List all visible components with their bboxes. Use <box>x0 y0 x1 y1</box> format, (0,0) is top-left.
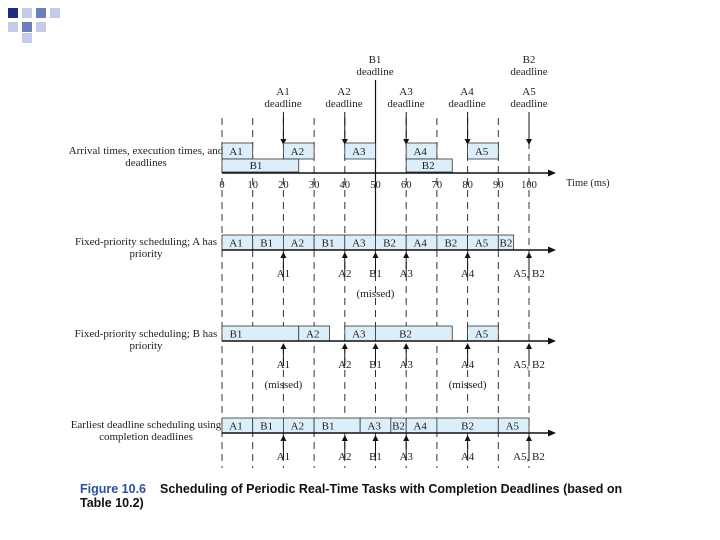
figure-caption <box>80 482 640 510</box>
schedule-box-label: B1 <box>260 237 274 250</box>
deadline-marker-label: A5, B2 <box>513 359 545 371</box>
deadline-marker-label: A2 <box>338 268 352 280</box>
timeline-row-2-head <box>548 338 556 345</box>
time-tick-label: 100 <box>521 180 537 191</box>
deadline-label-a3: A3 deadline <box>387 86 425 110</box>
deadline-marker-label: A3 <box>399 268 413 280</box>
deadline-marker-a5b2-head <box>526 343 532 349</box>
deadline-marker-label: A4 <box>460 451 475 463</box>
time-tick-label: 50 <box>370 180 381 191</box>
schedule-box-label: A2 <box>290 237 305 250</box>
deadline-label-a5: A5 deadline <box>510 86 548 110</box>
deadline-marker-a5b2-head <box>526 435 532 441</box>
deadline-marker-a4-head <box>465 435 471 441</box>
deadline-marker-a3-head <box>403 343 409 349</box>
row-label-b-priority: Fixed-priority scheduling; B has priority <box>74 328 218 352</box>
deadline-marker-b1-head <box>373 343 379 349</box>
deadline-label-a1: A1 deadline <box>264 86 302 110</box>
schedule-box-label: A5 <box>505 420 520 433</box>
deadline-marker-label: A3 <box>399 451 413 463</box>
schedule-box-label: A3 <box>352 328 366 341</box>
deadline-marker-label: B1 <box>369 451 382 463</box>
time-axis-unit: Time (ms) <box>566 178 610 189</box>
deadline-marker-a4-head <box>465 252 471 258</box>
deadline-marker-a4-head <box>465 343 471 349</box>
row-label-arrival: Arrival times, execution times, and deadlines <box>68 145 224 169</box>
schedule-box-label: A3 <box>352 237 366 250</box>
deadline-marker-label: A5, B2 <box>513 268 545 280</box>
schedule-box-label: B2 <box>383 237 396 250</box>
deadline-marker-label: A5, B2 <box>513 451 545 463</box>
time-tick-label: 10 <box>247 180 258 191</box>
time-tick-label: 80 <box>462 180 473 191</box>
schedule-box-label: B2 <box>461 420 475 433</box>
schedule-box-label: A5 <box>474 237 489 250</box>
schedule-box-label: A4 <box>413 237 427 250</box>
schedule-box-label: B1 <box>229 328 243 341</box>
deadline-marker-a5b2-head <box>526 252 532 258</box>
row-label-a-priority: Fixed-priority scheduling; A has priority <box>74 236 218 260</box>
deadline-marker-label: A3 <box>399 359 413 371</box>
deadline-label-a4: A4 deadline <box>448 86 486 110</box>
figure-number: Figure 10.6 <box>80 482 146 496</box>
deadline-label-b2: B2 deadline <box>510 54 548 78</box>
arrival-box-label: A3 <box>352 146 366 158</box>
deadline-marker-note: (missed) <box>448 379 487 391</box>
schedule-box-label: A3 <box>367 420 381 433</box>
deadline-marker-label: A2 <box>338 451 352 463</box>
deadline-marker-label: A1 <box>276 451 291 463</box>
arrival-box-label: B2 <box>421 160 435 172</box>
timeline-row-1-head <box>548 247 556 254</box>
deadline-marker-label: A1 <box>276 268 291 280</box>
schedule-box-label: B2 <box>392 420 405 433</box>
arrival-box-label: B1 <box>249 160 263 172</box>
figure-title: Scheduling of Periodic Real-Time Tasks with Completion Deadlines (based on Table 10.2) <box>80 482 623 510</box>
deadline-marker-a3-head <box>403 252 409 258</box>
deadline-marker-b1-head <box>373 435 379 441</box>
deadline-marker-note: (missed) <box>356 288 395 300</box>
deadline-marker-label: A2 <box>338 359 352 371</box>
deadline-marker-label: B1 <box>369 268 382 280</box>
schedule-box-label: B1 <box>260 420 274 433</box>
deadline-marker-b1-head <box>373 252 379 258</box>
arrival-box-label: A4 <box>413 146 427 158</box>
schedule-box-label: B1 <box>321 420 335 433</box>
arrival-box-label: A1 <box>229 146 243 158</box>
deadline-marker-a3-head <box>403 435 409 441</box>
schedule-box-label: A2 <box>306 328 320 341</box>
timeline-row-3-head <box>548 430 556 437</box>
schedule-box-label: A1 <box>229 420 243 433</box>
deadline-marker-a2-head <box>342 435 348 441</box>
deadline-marker-a1-head <box>280 252 286 258</box>
deadline-marker-label: A1 <box>276 359 291 371</box>
deadline-marker-a2-head <box>342 252 348 258</box>
deadline-marker-label: A4 <box>460 268 475 280</box>
deadline-marker-label: B1 <box>369 359 382 371</box>
schedule-box-label: A2 <box>290 420 305 433</box>
deadline-label-b1: B1 deadline <box>356 54 394 78</box>
time-tick-label: 70 <box>431 180 443 191</box>
deadline-label-a2: A2 deadline <box>325 86 363 110</box>
deadline-marker-note: (missed) <box>264 379 303 391</box>
schedule-box-b2 <box>376 326 453 341</box>
time-tick-label: 0 <box>219 180 225 191</box>
timeline-arrival-head <box>548 170 556 177</box>
deadline-marker-a1-head <box>280 435 286 441</box>
schedule-box-label: B1 <box>321 237 335 250</box>
deadline-arrow-a5-head <box>526 139 532 145</box>
schedule-box-label: B2 <box>444 237 458 250</box>
time-tick-label: 20 <box>278 180 289 191</box>
time-tick-label: 60 <box>400 180 412 191</box>
schedule-box-label: B2 <box>499 237 513 250</box>
time-tick-label: 40 <box>339 180 351 191</box>
arrival-box-label: A5 <box>474 146 489 158</box>
row-label-edf: Earliest deadline scheduling using completion deadlines <box>70 419 222 443</box>
time-tick-label: 30 <box>308 180 320 191</box>
deadline-marker-label: A4 <box>460 359 475 371</box>
time-tick-label: 90 <box>493 180 504 191</box>
arrival-box-label: A2 <box>290 146 305 158</box>
schedule-box-label: A4 <box>413 420 427 433</box>
schedule-box-label: B2 <box>399 328 412 341</box>
schedule-box-label: A5 <box>474 328 489 341</box>
deadline-marker-a1-head <box>280 343 286 349</box>
deadline-marker-a2-head <box>342 343 348 349</box>
schedule-box-label: A1 <box>229 237 243 250</box>
